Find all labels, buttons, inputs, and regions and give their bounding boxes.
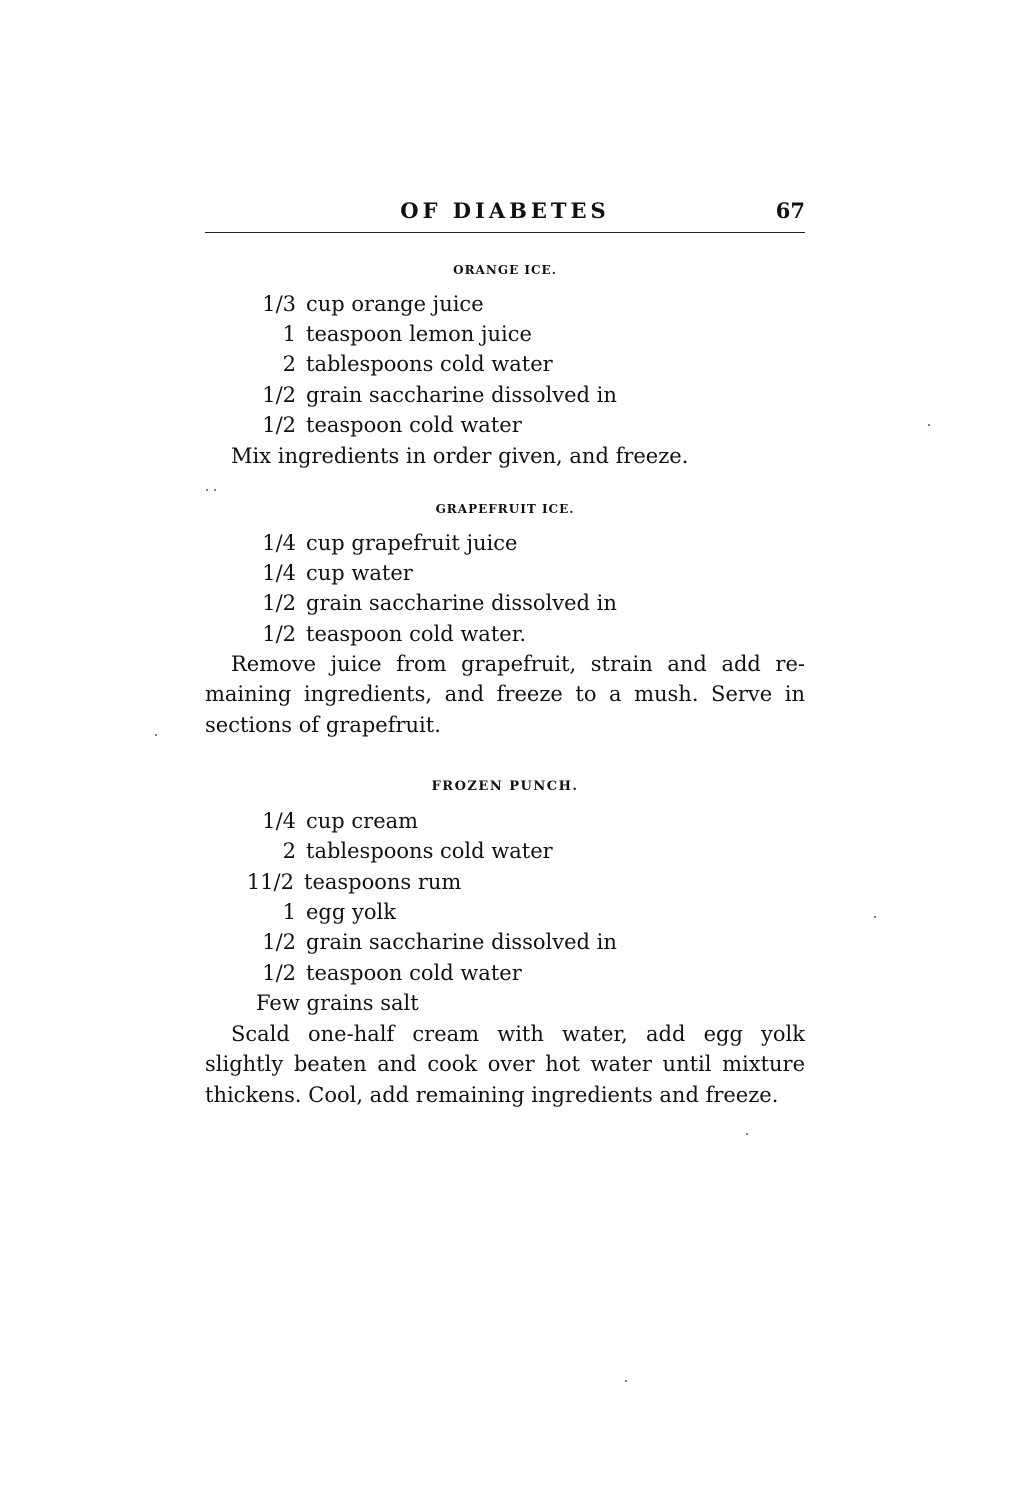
ingredient-qty: 1/4 xyxy=(262,531,296,555)
ingredient-item: egg yolk xyxy=(306,900,396,924)
ingredient-qty: 1 xyxy=(282,322,296,346)
ingredient-qty: 1/2 xyxy=(262,383,296,407)
ingredient-item: cup grapefruit juice xyxy=(306,531,518,555)
ingredient-item: grain saccharine dissolved in xyxy=(306,591,617,615)
ingredient-qty: 1/2 xyxy=(262,591,296,615)
recipe-title-grapefruit-ice: GRAPEFRUIT ICE. xyxy=(435,502,575,516)
recipe-title-orange-ice: ORANGE ICE. xyxy=(453,263,557,277)
ingredient-line xyxy=(256,897,396,927)
ingredient-item: cup cream xyxy=(306,809,419,833)
print-speck xyxy=(206,489,208,491)
ingredient-line xyxy=(256,319,532,349)
recipe-directions-grapefruit-ice: Remove juice from grapefruit, strain and add re-maining ingredients, and freeze to a mush. Serve in sections of grapefruit. xyxy=(205,652,805,737)
running-title: OF DIABETES xyxy=(400,198,610,223)
ingredient-item: teaspoon cold water xyxy=(306,961,522,985)
print-speck xyxy=(155,734,157,736)
ingredient-qty: 11/2 xyxy=(246,870,294,894)
ingredient-qty: 1/2 xyxy=(262,961,296,985)
ingredient-line xyxy=(256,836,553,866)
ingredient-item: Few grains salt xyxy=(256,991,419,1015)
print-speck xyxy=(625,1380,627,1382)
ingredient-line xyxy=(256,380,617,410)
print-speck xyxy=(874,916,876,918)
ingredient-qty: 1/4 xyxy=(262,809,296,833)
ingredient-qty: 1 xyxy=(282,900,296,924)
ingredient-line xyxy=(256,927,617,957)
ingredient-line xyxy=(256,349,553,379)
ingredient-line xyxy=(256,528,517,558)
page-number: 67 xyxy=(775,198,805,223)
recipe-directions-frozen-punch: Scald one-half cream with water, add egg yolk slightly beaten and cook over hot water until mixture thickens. Cool, add remaining ingredients and freeze. xyxy=(205,1022,805,1107)
ingredient-item: tablespoons cold water xyxy=(306,839,553,863)
ingredient-line xyxy=(256,806,418,836)
running-head xyxy=(205,196,805,226)
ingredient-item: cup water xyxy=(306,561,413,585)
ingredient-line xyxy=(234,867,461,897)
ingredient-qty: 2 xyxy=(282,352,296,376)
ingredient-line xyxy=(256,588,617,618)
ingredient-item: grain saccharine dissolved in xyxy=(306,383,617,407)
ingredient-line xyxy=(256,619,526,649)
recipe-title-frozen-punch: FROZEN PUNCH. xyxy=(431,779,579,794)
ingredient-item: teaspoon cold water. xyxy=(306,622,527,646)
ingredient-qty: 1/2 xyxy=(262,622,296,646)
ingredient-item: grain saccharine dissolved in xyxy=(306,930,617,954)
ingredient-line xyxy=(256,958,522,988)
ingredient-item: teaspoon cold water xyxy=(306,413,522,437)
ingredient-line xyxy=(256,289,484,319)
ingredient-item: teaspoons rum xyxy=(304,870,462,894)
ingredient-item: tablespoons cold water xyxy=(306,352,553,376)
ingredient-line xyxy=(256,558,413,588)
ingredient-item: cup orange juice xyxy=(306,292,484,316)
ingredient-qty: 1/2 xyxy=(262,930,296,954)
ingredient-qty: 1/2 xyxy=(262,413,296,437)
ingredient-line xyxy=(256,988,419,1018)
ingredient-qty: 2 xyxy=(282,839,296,863)
print-speck xyxy=(746,1133,748,1135)
recipe-directions-orange-ice: Mix ingredients in order given, and freeze. xyxy=(231,444,689,468)
header-rule xyxy=(205,232,805,233)
ingredient-qty: 1/3 xyxy=(262,292,296,316)
ingredient-line xyxy=(256,410,522,440)
print-speck xyxy=(214,489,216,491)
print-speck xyxy=(928,424,930,426)
ingredient-item: teaspoon lemon juice xyxy=(306,322,532,346)
ingredient-qty: 1/4 xyxy=(262,561,296,585)
